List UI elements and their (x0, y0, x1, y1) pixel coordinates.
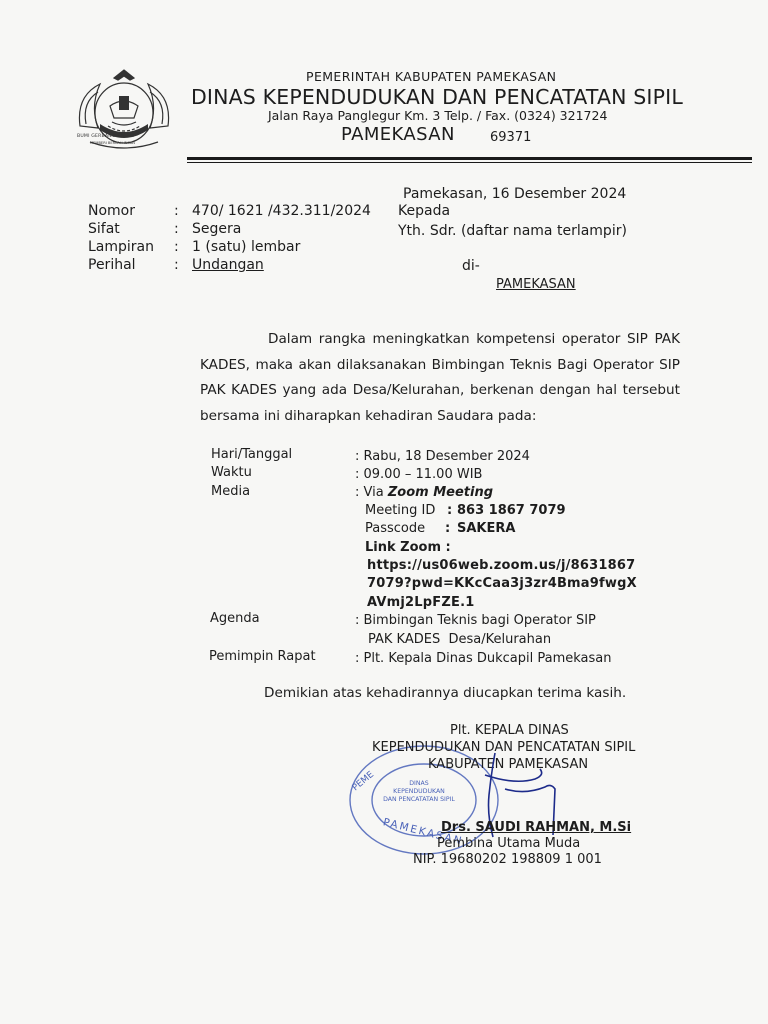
info-colon: : (174, 239, 179, 255)
recipient-di: di- (462, 258, 480, 274)
signatory-title-3: KABUPATEN PAMEKASAN (428, 757, 589, 772)
recipient-city: PAMEKASAN (496, 277, 576, 292)
info-colon: : (174, 221, 179, 237)
signatory-title-1: Plt. KEPALA DINAS (450, 723, 569, 738)
info-colon: : (174, 203, 179, 219)
stamp-ring-text: PAMEKASAN (381, 816, 465, 848)
agency-address: Jalan Raya Panglegur Km. 3 Telp. / Fax. (0324) 321724 (268, 108, 608, 123)
detail-label-pemimpin: Pemimpin Rapat (209, 649, 316, 664)
government-name: PEMERINTAH KABUPATEN PAMEKASAN (306, 69, 557, 84)
detail-value-agenda-1: : Bimbingan Teknis bagi Operator SIP (355, 613, 596, 628)
signatory-nip: NIP. 19680202 198809 1 001 (413, 852, 602, 867)
passcode-colon: : (445, 521, 451, 536)
logo-subtext: MEMBERI BERKAH INSAN (90, 141, 135, 145)
link-zoom-label: Link Zoom : (365, 540, 451, 555)
info-label-nomor: Nomor (88, 203, 135, 219)
meeting-id-colon: : (447, 503, 453, 518)
zoom-link-line3[interactable]: AVmj2LpFZE.1 (367, 595, 475, 610)
logo-motto: BUMI GERBANG SALAM (77, 134, 135, 139)
detail-value-pemimpin: : Plt. Kepala Dinas Dukcapil Pamekasan (355, 651, 612, 666)
body-text: Dalam rangka meningkatkan kompetensi operator SIP PAK KADES, maka akan dilaksanakan Bimbingan Teknis Bagi Operator SIP PAK KADES yang ada Desa/Kelurahan, berkenan dengan hal tersebut bersama ini diharapkan kehadiran Saudara pada: (200, 331, 680, 424)
zoom-link-line2[interactable]: 7079?pwd=KKcCaa3j3zr4Bma9fwgX (367, 576, 637, 591)
signatory-title-2: KEPENDUDUKAN DAN PENCATATAN SIPIL (372, 740, 636, 755)
detail-label-hari: Hari/Tanggal (211, 447, 293, 462)
passcode-label: Passcode (365, 521, 426, 536)
info-colon: : (174, 257, 179, 273)
letterhead-rule-thick (187, 157, 752, 160)
zoom-link-line1[interactable]: https://us06web.zoom.us/j/8631867 (367, 558, 636, 573)
svg-text:PEME: PEME (350, 769, 377, 794)
signatory-name: Drs. SAUDI RAHMAN, M.Si (441, 820, 632, 835)
place-date: Pamekasan, 16 Desember 2024 (403, 186, 627, 202)
meeting-id-value: 863 1867 7079 (457, 503, 566, 518)
letterhead-rule-thin (187, 162, 752, 163)
postal-code: 69371 (490, 130, 532, 145)
passcode-value: SAKERA (457, 521, 516, 536)
info-value-perihal: Undangan (192, 257, 264, 273)
detail-value-waktu: : 09.00 – 11.00 WIB (355, 467, 483, 482)
closing-sentence: Demikian atas kehadirannya diucapkan terima kasih. (264, 685, 627, 701)
detail-value-agenda-2: PAK KADES Desa/Kelurahan (368, 632, 552, 647)
signatory-rank: Pembina Utama Muda (437, 836, 581, 851)
detail-label-agenda: Agenda (210, 611, 260, 626)
stamp-text-1: DINAS (409, 780, 429, 787)
stamp-text-2: KEPENDUDUKAN (393, 788, 445, 795)
info-value-lampiran: 1 (satu) lembar (192, 239, 301, 255)
info-label-sifat: Sifat (88, 221, 120, 237)
agency-name: DINAS KEPENDUDUKAN DAN PENCATATAN SIPIL (191, 85, 683, 109)
detail-label-media: Media (211, 484, 251, 499)
body-paragraph (200, 327, 680, 429)
detail-value-media: : Via Zoom Meeting (355, 485, 494, 500)
meeting-id-label: Meeting ID (365, 503, 436, 518)
stamp-text-3: DAN PENCATATAN SIPIL (383, 796, 455, 803)
info-value-sifat: Segera (192, 221, 242, 237)
detail-label-waktu: Waktu (211, 465, 252, 480)
recipient-label: Kepada (398, 203, 451, 219)
recipient: Yth. Sdr. (daftar nama terlampir) (398, 223, 627, 239)
info-label-lampiran: Lampiran (88, 239, 155, 255)
info-value-nomor: 470/ 1621 /432.311/2024 (192, 203, 371, 219)
info-label-perihal: Perihal (88, 257, 136, 273)
detail-value-hari: : Rabu, 18 Desember 2024 (355, 449, 530, 464)
agency-city: PAMEKASAN (341, 124, 455, 145)
